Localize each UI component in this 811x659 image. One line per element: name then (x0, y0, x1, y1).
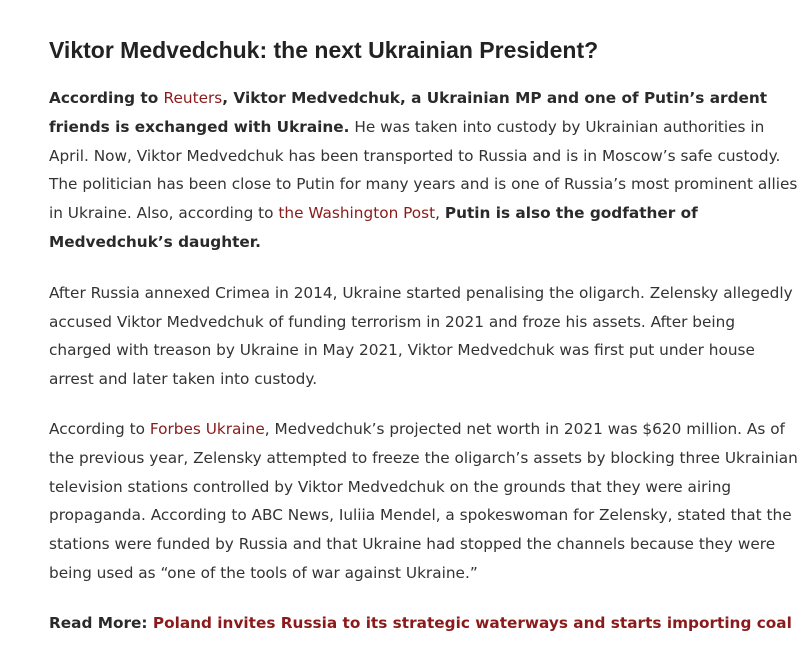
p1-text: He was taken into custody by Ukrainian authorities in April. Now, Viktor Medvedchuk has been transported to Russia and is in Moscow’s safe custody. The politician has been close to Putin for many years and is one of Russia’s most prominent allies in Ukraine. Also, according to (49, 117, 798, 223)
forbes-ukraine-link[interactable]: Forbes Ukraine (149, 419, 265, 438)
p1-bold-end: Putin is also the godfather of Medvedchuk’s daughter. (49, 204, 698, 251)
article-body (49, 36, 799, 659)
read-more-label: Read More: (49, 613, 153, 632)
p1-comma: , (435, 204, 445, 223)
read-more (49, 609, 799, 638)
reuters-link[interactable]: Reuters (163, 89, 223, 107)
read-more-link[interactable]: Poland invites Russia to its strategic waterways and starts importing coal (152, 613, 792, 632)
paragraph-3 (49, 415, 799, 588)
p1-bold-start: According to (49, 89, 164, 107)
washington-post-link[interactable]: the Washington Post (278, 204, 436, 223)
paragraph-2: After Russia annexed Crimea in 2014, Ukraine started penalising the oligarch. Zelensky allegedly accused Viktor Medvedchuk of funding terrorism in 2021 and froze his assets. After being charged with treason by Ukraine in May 2021, Viktor Medvedchuk was first put under house arrest and later taken into custody. (49, 283, 793, 389)
p3-text-rest: , Medvedchuk’s projected net worth in 2021 was $620 million. As of the previous year, Zelensky attempted to freeze the oligarch’s assets by blocking three Ukrainian television stations controlled by Viktor Medvedchuk on the grounds that they were airing propaganda. According to ABC News, Iuliia Mendel, a spokeswoman for Zelensky, stated that the stations were funded by Russia and that Ukraine had stopped the channels because they were being used as “one of the tools of war against Ukraine.” (49, 419, 798, 582)
paragraph-1 (49, 84, 799, 257)
p1-bold-rest: , Viktor Medvedchuk, a Ukrainian MP and one of Putin’s ardent friends is exchanged with Ukraine. (49, 89, 768, 136)
article-title: Viktor Medvedchuk: the next Ukrainian President? (49, 37, 599, 63)
p3-text-start: According to (49, 419, 150, 438)
